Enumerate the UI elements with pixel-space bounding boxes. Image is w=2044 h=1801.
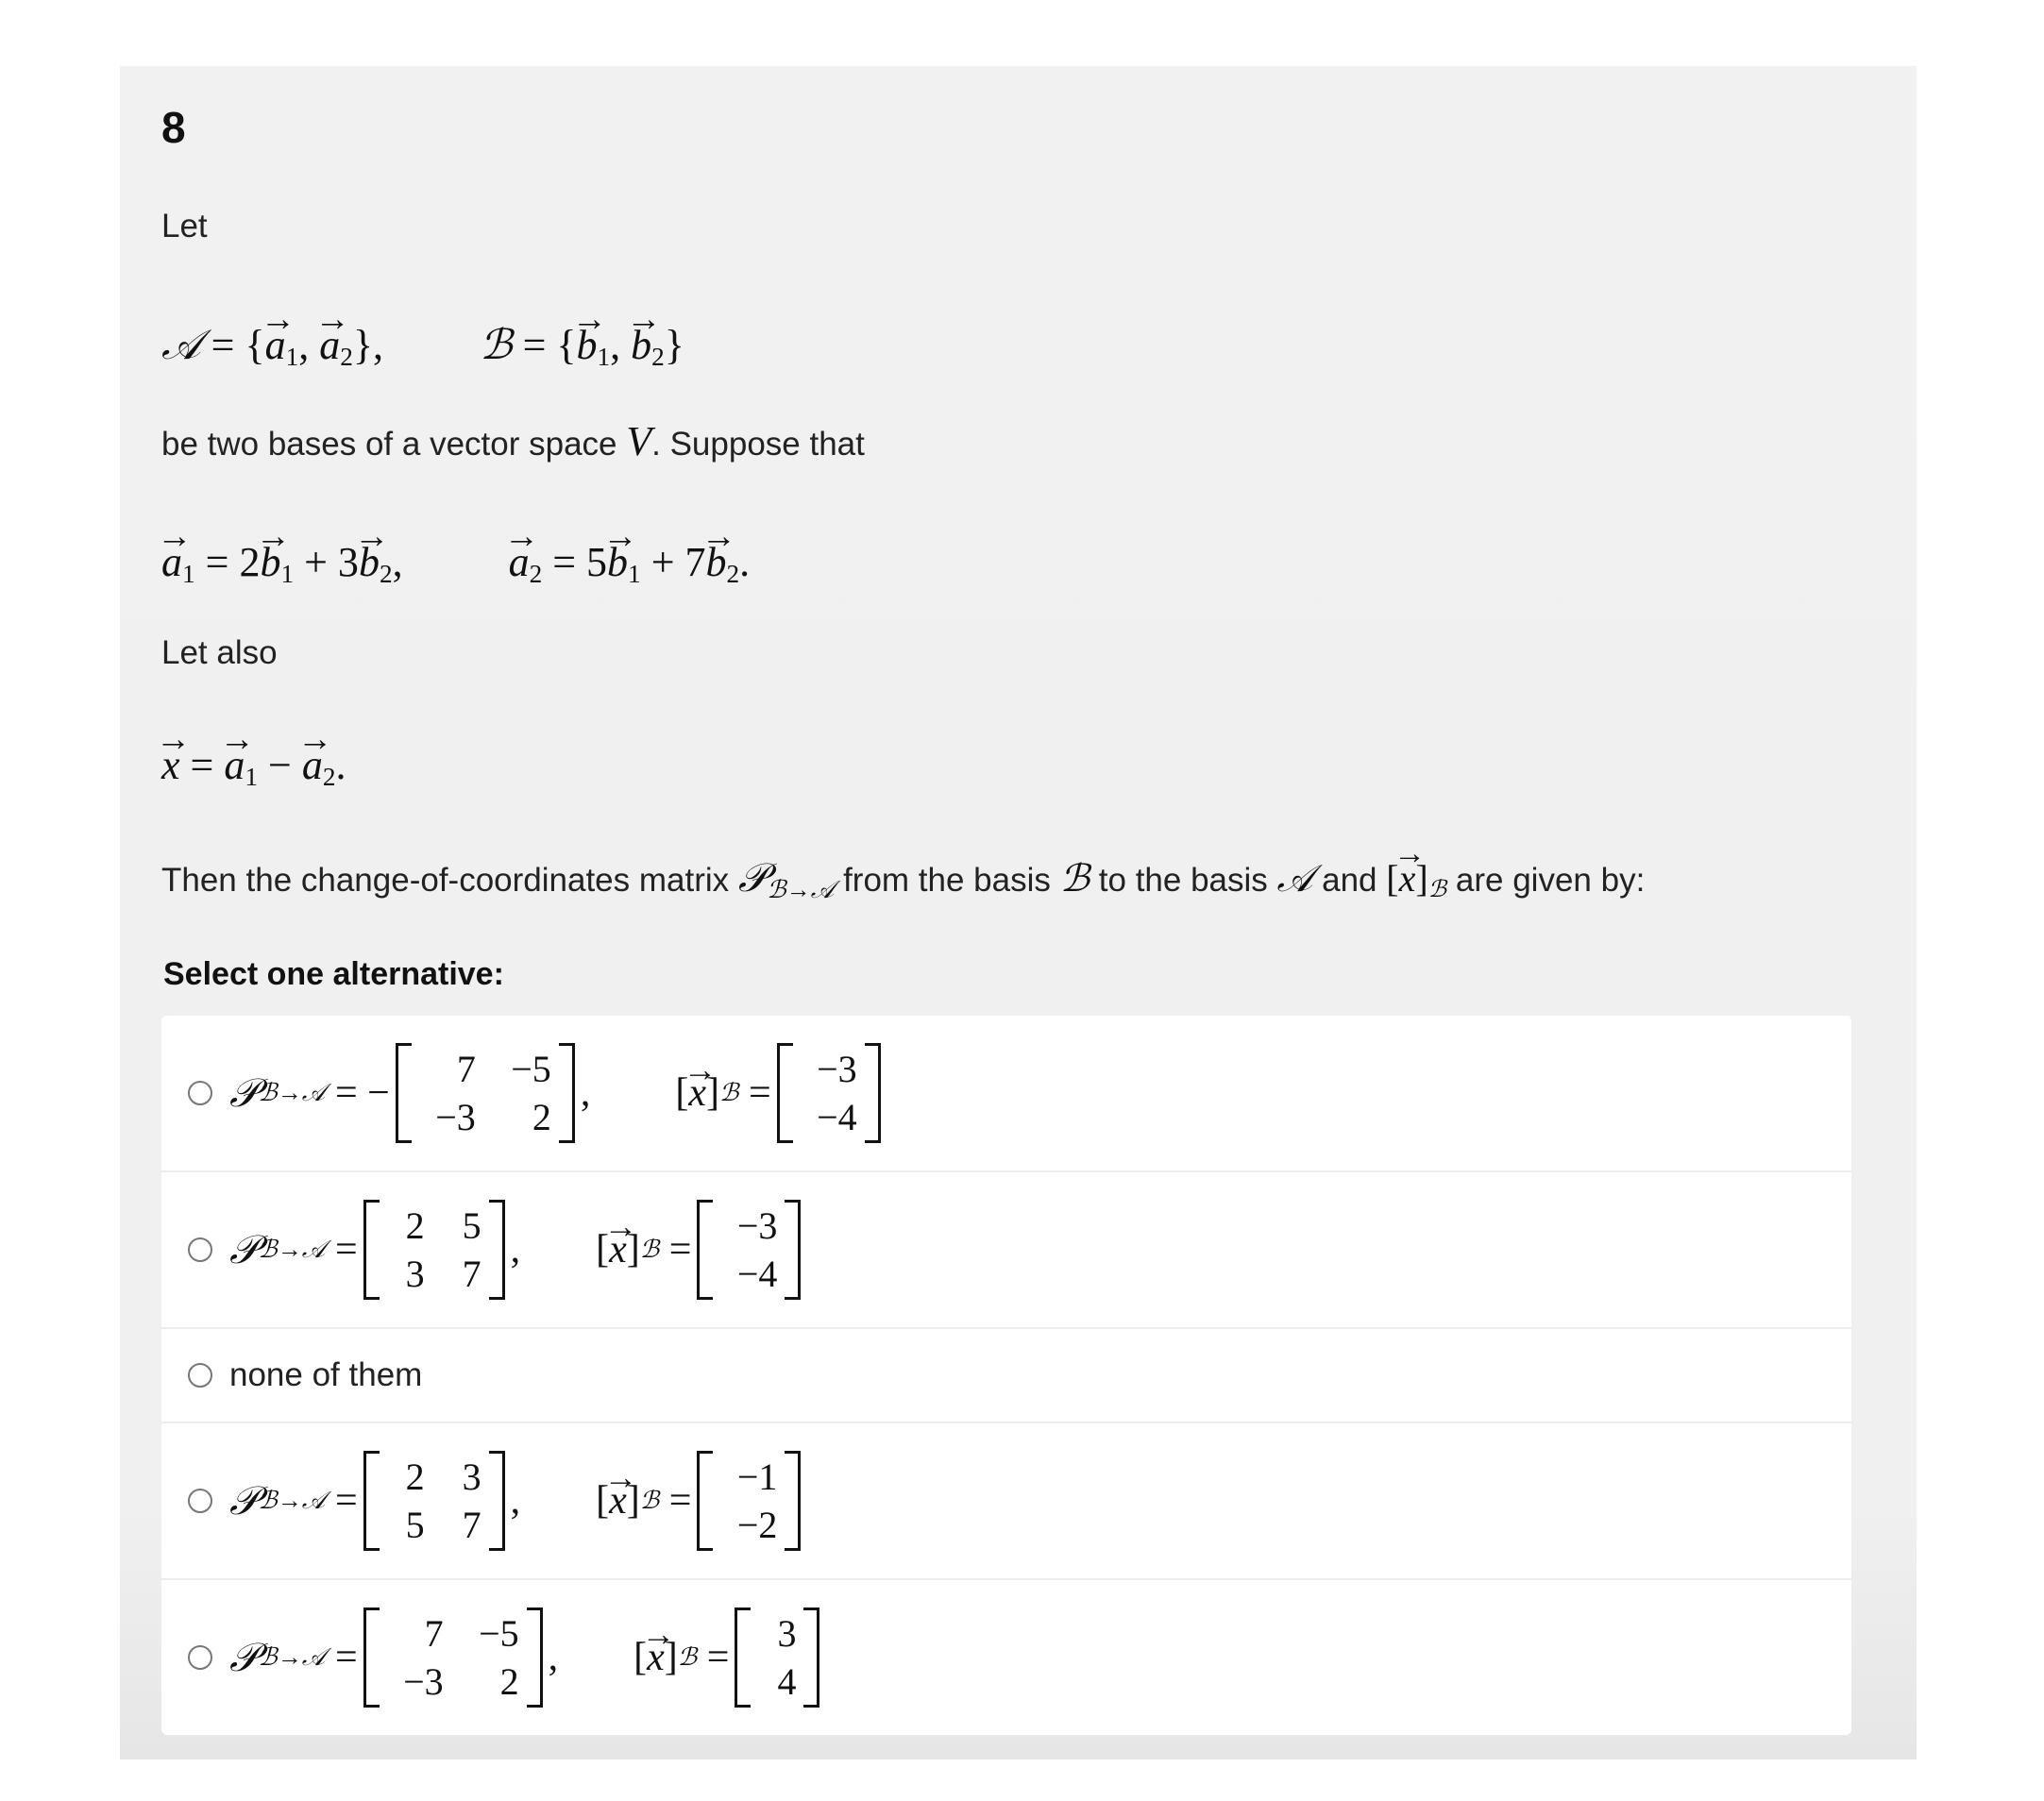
matrix-cell: 5: [462, 1204, 481, 1247]
space-symbol: V: [626, 418, 652, 464]
question-sentence-d: and: [1322, 862, 1377, 899]
matrix-cell: −5: [511, 1048, 551, 1090]
matrix-cell: 2: [532, 1096, 551, 1138]
bases-equation: 𝒜 = {→ $a_1$, → $a_2$}, ℬ = {→ $b_1$, → $b_2$}: [161, 321, 684, 372]
x-vector: [777, 1043, 881, 1143]
matrix-cell: 2: [405, 1456, 425, 1498]
bases-sentence-b: . Suppose that: [651, 426, 865, 463]
option-1[interactable]: [161, 1016, 1851, 1172]
vector-cell: −1: [736, 1456, 778, 1498]
radio-button[interactable]: [188, 1489, 212, 1513]
bases-sentence-a: be two bases of a vector space: [161, 426, 617, 463]
intro-text: Let: [161, 208, 208, 244]
matrix-cell: −3: [403, 1660, 444, 1703]
x-vector: [697, 1451, 801, 1551]
question-sentence-c: to the basis: [1098, 862, 1268, 899]
vector-cell: −2: [736, 1504, 778, 1546]
matrix-cell: 3: [405, 1253, 425, 1295]
question-card: [120, 66, 1917, 1759]
select-label: Select one alternative:: [163, 956, 504, 992]
option-1-prefix: −: [367, 1071, 390, 1115]
relations-equation: → $a_1 = 2\to b_1 + 3\to b_2$, → $a_2 = 5\to b_1 + 7\to b_2$.: [161, 538, 750, 589]
p-matrix: [363, 1451, 505, 1551]
matrix-cell: −3: [435, 1096, 476, 1138]
vector-cell: 4: [777, 1660, 797, 1703]
option-3-label: none of them: [229, 1356, 423, 1393]
p-matrix: [363, 1200, 505, 1300]
matrix-cell: 3: [462, 1456, 481, 1498]
question-sentence-a: Then the change-of-coordinates matrix: [161, 862, 730, 899]
vector-cell: −4: [817, 1096, 857, 1138]
option-5[interactable]: [161, 1580, 1851, 1735]
radio-button[interactable]: [188, 1363, 212, 1388]
option-2-math: 𝒫 ℬ→𝒜 = 2 5 3 7 , [ → x ] ℬ = −3 −4: [229, 1200, 806, 1300]
options-list: [161, 1016, 1851, 1735]
vector-cell: −3: [736, 1204, 778, 1247]
option-3[interactable]: [161, 1329, 1851, 1423]
radio-button[interactable]: [188, 1237, 212, 1262]
matrix-cell: 7: [424, 1612, 444, 1655]
option-4-math: 𝒫 ℬ→𝒜 = 2 3 5 7 , [ → x ] ℬ = −1 −2: [229, 1451, 806, 1551]
question-number: 8: [161, 103, 186, 152]
question-sentence-e: are given by:: [1455, 862, 1646, 899]
p-matrix: [363, 1607, 543, 1708]
bases-sentence: [161, 417, 865, 465]
matrix-cell: 7: [462, 1504, 481, 1546]
matrix-cell: 7: [462, 1253, 481, 1295]
x-vector: [735, 1607, 819, 1708]
matrix-cell: 5: [405, 1504, 425, 1546]
question-sentence: Then the change-of-coordinates matrix 𝒫$_{ℬ\to 𝒜}$ from the basis ℬ to the basis 𝒜 and [→ $x]_ℬ$ are given by:: [161, 854, 1645, 905]
let-also-text: Let also: [161, 634, 278, 671]
option-4[interactable]: [161, 1423, 1851, 1580]
x-equation: → x = → $a_1$ − → $a_2$.: [161, 741, 346, 792]
matrix-cell: 2: [405, 1204, 425, 1247]
matrix-cell: 2: [499, 1660, 519, 1703]
option-1-math: 𝒫 ℬ→𝒜 = − 7 −5 −3 2 , [ → x ] ℬ = −3 −4: [229, 1043, 887, 1143]
vector-cell: −3: [817, 1048, 857, 1090]
vector-cell: −4: [736, 1253, 778, 1295]
option-5-math: 𝒫 ℬ→𝒜 = 7 −5 −3 2 , [ → x ] ℬ = 3 4: [229, 1607, 825, 1708]
radio-button[interactable]: [188, 1645, 212, 1670]
matrix-cell: −5: [479, 1612, 519, 1655]
vector-cell: 3: [777, 1612, 797, 1655]
option-2[interactable]: [161, 1172, 1851, 1329]
question-sentence-b: from the basis: [843, 862, 1051, 899]
x-vector: [697, 1200, 801, 1300]
radio-button[interactable]: [188, 1081, 212, 1105]
matrix-cell: 7: [456, 1048, 476, 1090]
p-matrix: [396, 1043, 575, 1143]
